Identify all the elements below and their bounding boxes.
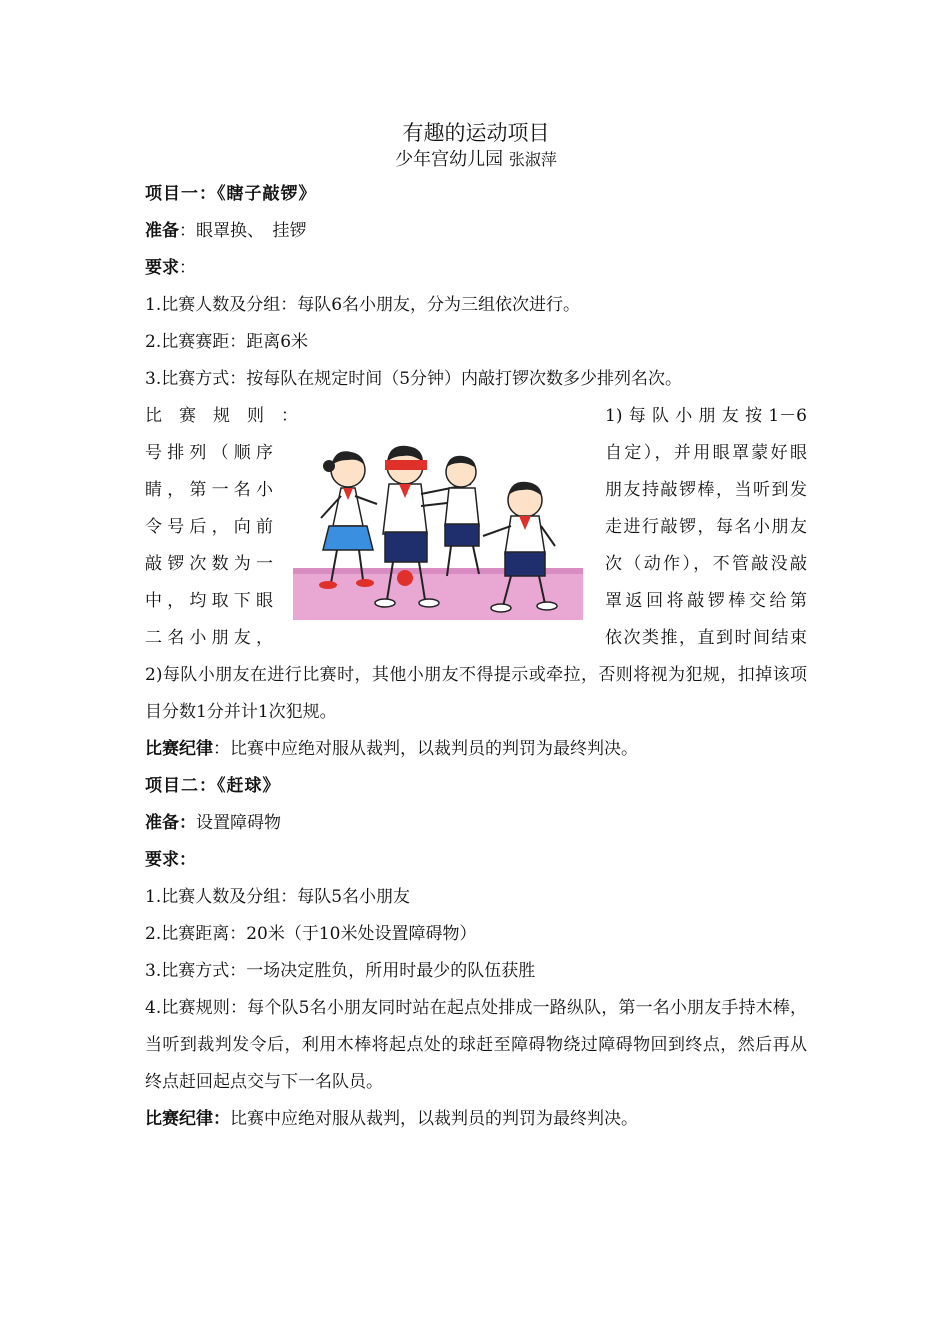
- project2-req1: 1.比赛人数及分组：每队5名小朋友: [145, 887, 411, 907]
- project2-req2: 2.比赛距离：20米（于10米处设置障碍物）: [145, 924, 477, 944]
- document-page: [145, 118, 807, 1138]
- project1-heading: 项目一：《瞎子敲锣》: [145, 184, 317, 204]
- project1-req-label: [145, 250, 807, 287]
- rule-with-illustration: [145, 398, 807, 657]
- project2-req4: 4.比赛规则：每个队5名小朋友同时站在起点处排成一路纵队，第一名小朋友手持木棒，当听到裁判发令后，利用木棒将起点处的球赶至障碍物绕过障碍物回到终点，然后再从终点赶回起点交与下一名队员。: [145, 998, 807, 1092]
- rule-right-text: 自定），并用眼罩蒙好眼: [605, 443, 807, 463]
- school-name: 少年宫幼儿园: [395, 149, 504, 170]
- project1-req2: 2.比赛赛距：距离6米: [145, 332, 309, 352]
- project1-req1: 1.比赛人数及分组：每队6名小朋友，分为三组依次进行。: [145, 295, 581, 315]
- rule-right-text: 朋友持敲锣棒，当听到发: [605, 480, 807, 500]
- rule-right-text: 次（动作），不管敲没敲: [605, 554, 807, 574]
- discipline-label: 比赛纪律：: [145, 1109, 230, 1129]
- rule-right-text: 走进行敲锣，每名小朋友: [605, 517, 807, 537]
- prep-text: ：眼罩换、 挂锣: [179, 221, 307, 241]
- document-subtitle: [145, 148, 807, 172]
- req-label: 要求: [145, 258, 179, 278]
- project2-heading: 项目二：《赶球》: [145, 776, 281, 796]
- project2-discipline: [145, 1101, 807, 1138]
- document-title: 有趣的运动项目: [402, 121, 550, 145]
- rule-right-text: 依次类推，直到时间结束: [605, 628, 807, 648]
- discipline-text: 比赛中应绝对服从裁判，以裁判员的判罚为最终判决。: [230, 1109, 638, 1129]
- rule-left-text: 敲锣次数为一: [145, 554, 273, 574]
- discipline-label: 比赛纪律: [145, 739, 213, 759]
- rule-left-text: 号排列（顺序: [145, 443, 273, 463]
- project2-req3: 3.比赛方式：一场决定胜负，所用时最少的队伍获胜: [145, 961, 536, 981]
- rule-left-text: 比 赛 规 则 ：: [145, 406, 298, 426]
- children-blindfold-game-illustration: [293, 408, 583, 620]
- project1-discipline: [145, 731, 807, 768]
- discipline-text: ：比赛中应绝对服从裁判，以裁判员的判罚为最终判决。: [213, 739, 638, 759]
- prep-label: 准备：: [145, 813, 196, 833]
- project2-prep: [145, 805, 807, 842]
- project1-prep: [145, 213, 807, 250]
- rule-left-text: 二名小朋友，: [145, 628, 273, 648]
- req-colon: ：: [179, 258, 196, 278]
- project1-rule2: 2)每队小朋友在进行比赛时，其他小朋友不得提示或牵拉，否则将视为犯规，扣掉该项目分数1分并计1次犯规。: [145, 665, 807, 722]
- rule-left-text: 睛，第一名小: [145, 480, 273, 500]
- rule-right-text: 罩返回将敲锣棒交给第: [605, 591, 807, 611]
- author-name: 张淑萍: [508, 150, 557, 169]
- rule-row: [145, 620, 807, 657]
- project2-req-label: 要求：: [145, 850, 196, 870]
- rule-left-text: 中，均取下眼: [145, 591, 273, 611]
- rule-left-text: 令号后，向前: [145, 517, 273, 537]
- project1-req3: 3.比赛方式：按每队在规定时间（5分钟）内敲打锣次数多少排列名次。: [145, 369, 683, 389]
- rule-right-text: 1)每队小朋友按1－6: [605, 406, 807, 426]
- prep-label: 准备: [145, 221, 179, 241]
- prep-text: 设置障碍物: [196, 813, 281, 833]
